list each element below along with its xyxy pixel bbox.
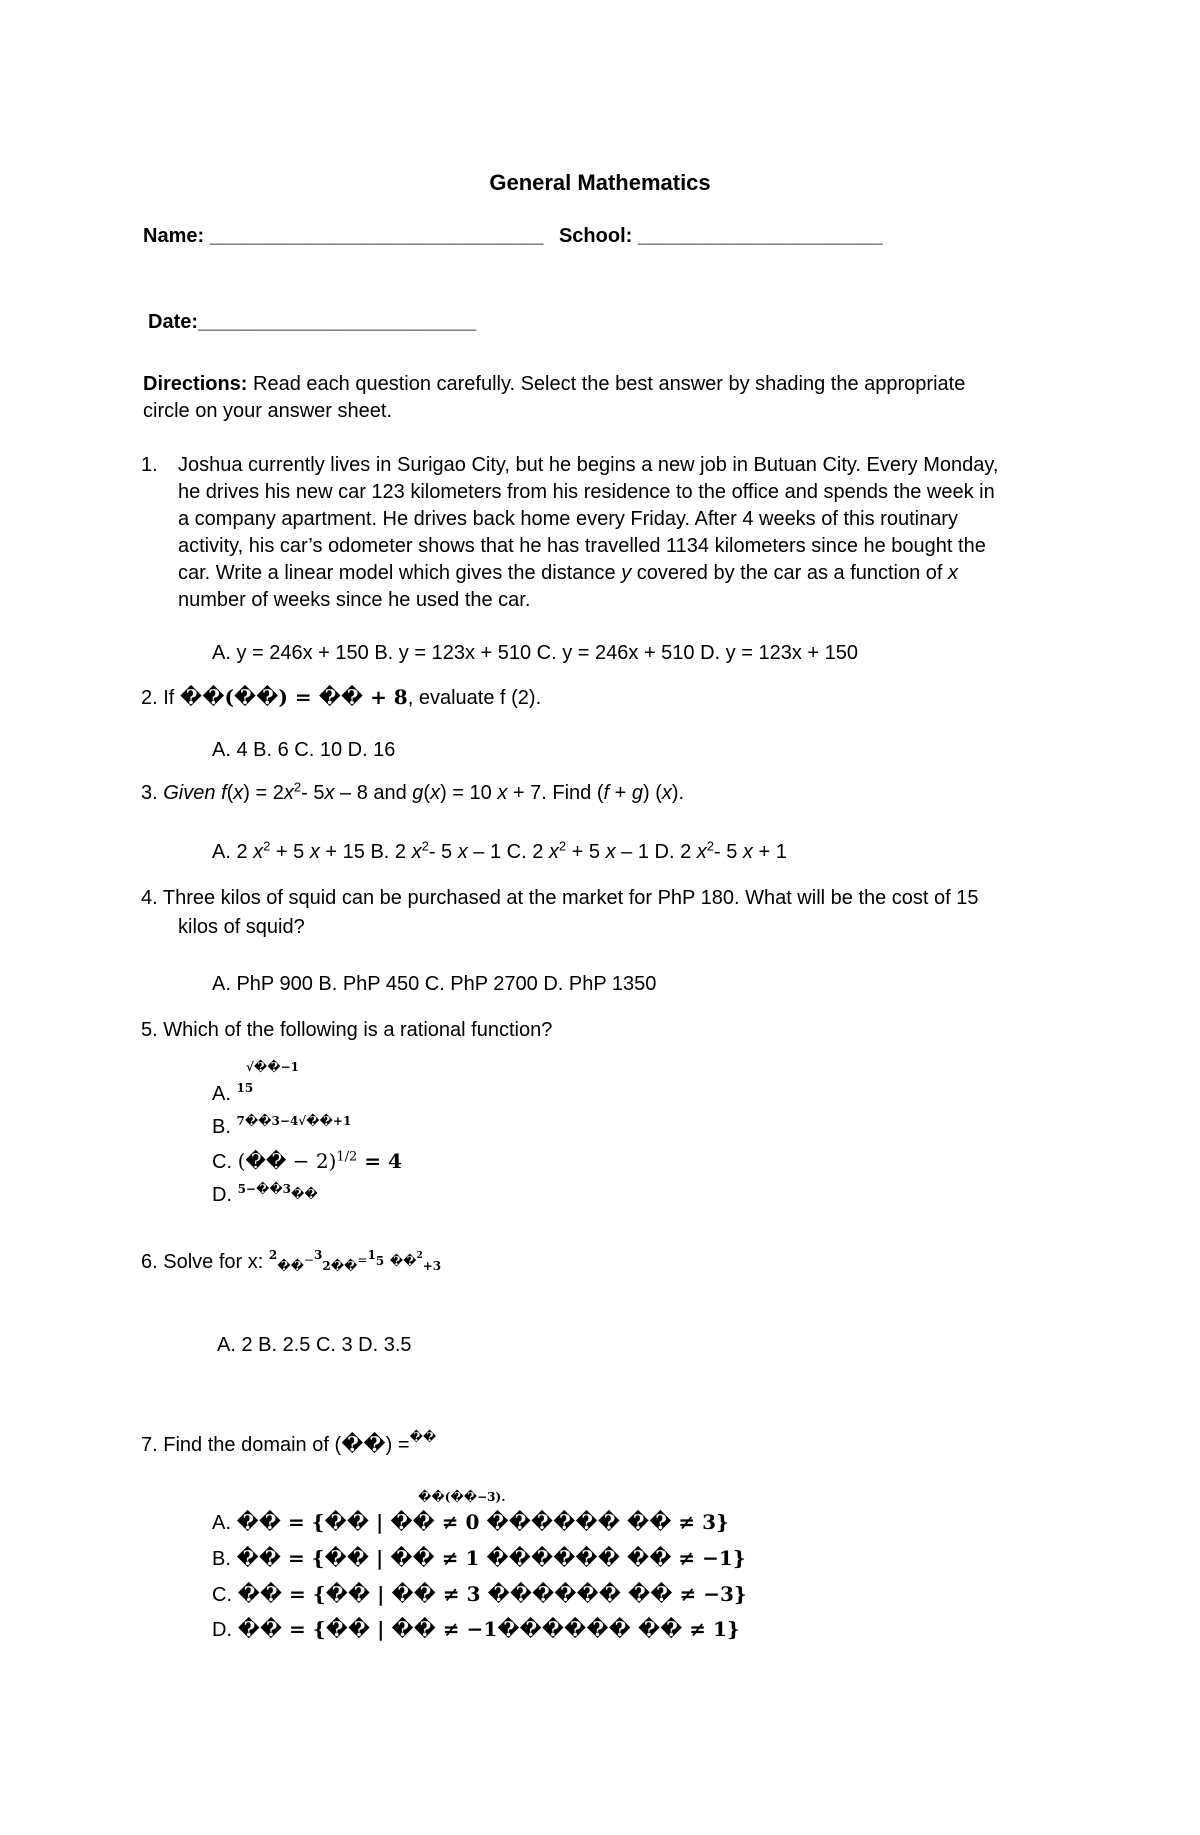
q3-choice-part: + 5: [566, 841, 606, 863]
q3-choice-part: – 1 D. 2: [615, 841, 697, 863]
q7-number: 7.: [141, 1434, 158, 1456]
q3-var: x: [309, 841, 320, 863]
q3-choice-part: + 5: [270, 841, 310, 863]
q3-choice-part: – 1 C. 2: [467, 841, 549, 863]
q6-text-part: Solve for x:: [157, 1251, 269, 1273]
q5-option-label: B.: [212, 1116, 231, 1138]
q7-option-expression: �� = {�� | �� ≠ −1������ �� ≠ 1}: [237, 1617, 740, 1641]
q3-exponent: 2: [263, 838, 271, 854]
q4-text: [141, 886, 979, 910]
directions-text: Read each question carefully. Select the best answer by shading the appropriate: [247, 373, 966, 395]
q6-expression: ��: [277, 1259, 304, 1273]
q7-option-expression: �� = {�� | �� ≠ 1 ������ �� ≠ −1}: [236, 1546, 746, 1570]
q3-var: x: [497, 782, 508, 804]
q3-exponent: 2: [293, 779, 302, 795]
q7-option-c: [212, 1582, 747, 1607]
page-title: General Mathematics: [489, 170, 711, 195]
school-line: ______________________: [637, 225, 883, 247]
q3-var: x: [457, 841, 468, 863]
q3-choices: [212, 840, 787, 864]
q7-expression: ��: [341, 1432, 386, 1456]
q1-line: number of weeks since he used the car.: [178, 589, 531, 611]
q2-text-part: If: [157, 687, 180, 709]
q3-exponent: 2: [558, 838, 567, 854]
name-line: ______________________________: [209, 225, 544, 247]
q7-option-expression: �� = {�� | �� ≠ 3 ������ �� ≠ −3}: [237, 1582, 747, 1606]
q6-text: [141, 1250, 441, 1274]
q3-var: x: [411, 841, 422, 863]
q2-expression: ��(��) = �� + 8: [179, 685, 408, 709]
q5-option-a: [212, 1082, 253, 1106]
q7-denominator: [418, 1490, 505, 1504]
q1-choices: A. y = 246x + 150 B. y = 123x + 510 C. y = 246x + 510 D. y = 123x + 150: [212, 642, 858, 664]
q3-text-part: ) = 2: [243, 782, 284, 804]
q7-option-label: B.: [212, 1548, 231, 1570]
q6-expression: ��: [389, 1254, 417, 1268]
q3-exponent: 2: [421, 838, 429, 854]
q3-choice-part: A. 2: [212, 841, 254, 863]
q3-text-part: + 7. Find (: [507, 782, 604, 804]
q1-text-part: covered by the car as a function of: [631, 562, 949, 584]
q5-option-c: [212, 1149, 402, 1174]
q6-expression: 2: [416, 1251, 423, 1261]
q3-choice-part: - 5: [428, 841, 458, 863]
q6-expression: =: [357, 1253, 368, 1267]
q5-c-exponent: 1/2: [336, 1149, 358, 1165]
q7-option-label: A.: [212, 1512, 231, 1534]
q3-text-part: - 5: [301, 782, 325, 804]
directions-line-2: circle on your answer sheet.: [143, 400, 393, 422]
q1-var-x: x: [948, 562, 959, 584]
q7-text-part: ) =: [385, 1434, 410, 1456]
q7-option-label: D.: [212, 1619, 232, 1641]
q4-number: 4.: [141, 887, 158, 909]
q3-exponent: 2: [706, 838, 714, 854]
q2-choices: A. 4 B. 6 C. 10 D. 16: [212, 739, 396, 761]
q6-choices: A. 2 B. 2.5 C. 3 D. 3.5: [217, 1334, 412, 1356]
q3-var: x: [324, 782, 335, 804]
q4-choices: A. PhP 900 B. PhP 450 C. PhP 2700 D. PhP 1350: [212, 973, 657, 995]
q2-text: [141, 685, 541, 710]
date-row: [148, 310, 476, 334]
q7-text-part: Find the domain of (: [157, 1434, 342, 1456]
q5-option-d: [212, 1183, 318, 1207]
q3-var: x: [696, 841, 707, 863]
q5-option-label: A.: [212, 1083, 231, 1105]
q2-number: 2.: [141, 687, 158, 709]
q7-numerator: ��: [409, 1430, 437, 1444]
q3-text-part: +: [609, 782, 632, 804]
q5-option-label: D.: [212, 1184, 232, 1206]
name-label: Name:: [143, 225, 205, 247]
q6-expression: 2: [268, 1248, 278, 1262]
q3-var: g: [631, 782, 643, 804]
q5-text-part: Which of the following is a rational function?: [157, 1019, 553, 1041]
q6-expression: 1: [367, 1248, 376, 1262]
date-line: _________________________: [198, 311, 477, 333]
q3-text-part: (: [226, 782, 234, 804]
q3-var: x: [430, 782, 441, 804]
q3-var: x: [253, 841, 264, 863]
q1-line: he drives his new car 123 kilometers from his residence to the office and spends the week in: [178, 481, 995, 503]
q3-text-part: ) (: [643, 782, 662, 804]
q5-a-numerator: √��−1: [246, 1060, 300, 1074]
q1-line: [178, 560, 1070, 587]
q7-denominator-expr: ��(��−3): [418, 1490, 502, 1504]
q5-option-b: [212, 1115, 351, 1139]
q3-choice-part: - 5: [714, 841, 743, 863]
q7-option-label: C.: [212, 1584, 232, 1606]
q3-number: 3.: [141, 782, 158, 804]
q7-option-expression: �� = {�� | �� ≠ 0 ������ �� ≠ 3}: [236, 1510, 729, 1534]
date-label: Date:: [148, 311, 199, 333]
q1-line: a company apartment. He drives back home every Friday. After 4 weeks of this routinary: [178, 508, 958, 530]
q3-given: Given: [163, 782, 222, 804]
q3-var: x: [283, 782, 294, 804]
school-label: School:: [558, 225, 633, 247]
q1-text-part: car. Write a linear model which gives the distance: [178, 562, 622, 584]
q1-text: [178, 452, 1070, 614]
q6-expression: −: [303, 1253, 314, 1267]
q2-text-part: , evaluate f (2).: [407, 687, 542, 709]
q3-choice-part: + 15 B. 2: [319, 841, 412, 863]
q1-var-y: y: [621, 562, 632, 584]
q5-text: [141, 1018, 552, 1042]
q6-expression: 5: [375, 1254, 385, 1268]
q3-var: f: [603, 782, 610, 804]
name-row: [143, 224, 883, 248]
q4-line: Three kilos of squid can be purchased at the market for PhP 180. What will be the cost of 15: [157, 887, 979, 909]
q5-d-expression: 5−��3: [237, 1182, 292, 1196]
q7-text: [141, 1432, 436, 1457]
q3-var: x: [605, 841, 616, 863]
q3-var: x: [548, 841, 559, 863]
q3-text-part: – 8 and: [334, 782, 413, 804]
q5-b-expression: 7��3−4√��+1: [236, 1114, 352, 1128]
q7-option-b: [212, 1546, 746, 1571]
q6-expression: 3: [313, 1248, 323, 1262]
q1-line: activity, his car’s odometer shows that he has travelled 1134 kilometers since he bought the: [178, 535, 986, 557]
q3-var: g: [412, 782, 424, 804]
q5-option-label: C.: [212, 1151, 232, 1173]
directions-label: Directions:: [143, 373, 248, 395]
q3-text-part: ).: [671, 782, 685, 804]
q5-c-expression: = 4: [357, 1149, 402, 1173]
q6-number: 6.: [141, 1251, 158, 1273]
q3-text-part: (: [423, 782, 431, 804]
directions: [143, 372, 965, 396]
q3-text: [141, 781, 684, 805]
q1-line: Joshua currently lives in Surigao City, but he begins a new job in Butuan City. Every Monday,: [178, 454, 999, 476]
q5-a-denominator: 15: [236, 1081, 254, 1095]
q1-number: 1.: [141, 454, 158, 476]
q5-c-expression: (�� − 2): [237, 1149, 337, 1173]
q3-var: x: [233, 782, 244, 804]
q3-choice-part: + 1: [752, 841, 787, 863]
q6-expression: 2��: [322, 1259, 358, 1273]
q4-line-2: kilos of squid?: [178, 916, 305, 938]
q3-var: f: [221, 782, 227, 804]
q3-var: x: [661, 782, 672, 804]
q5-d-expression: ��: [291, 1187, 318, 1201]
q6-expression: +3: [422, 1259, 442, 1273]
q3-var: x: [742, 841, 753, 863]
q7-option-d: [212, 1617, 740, 1642]
q3-text-part: ) = 10: [440, 782, 498, 804]
q7-option-a: [212, 1510, 729, 1535]
q5-number: 5.: [141, 1019, 158, 1041]
q7-denominator-dot: .: [501, 1490, 506, 1504]
